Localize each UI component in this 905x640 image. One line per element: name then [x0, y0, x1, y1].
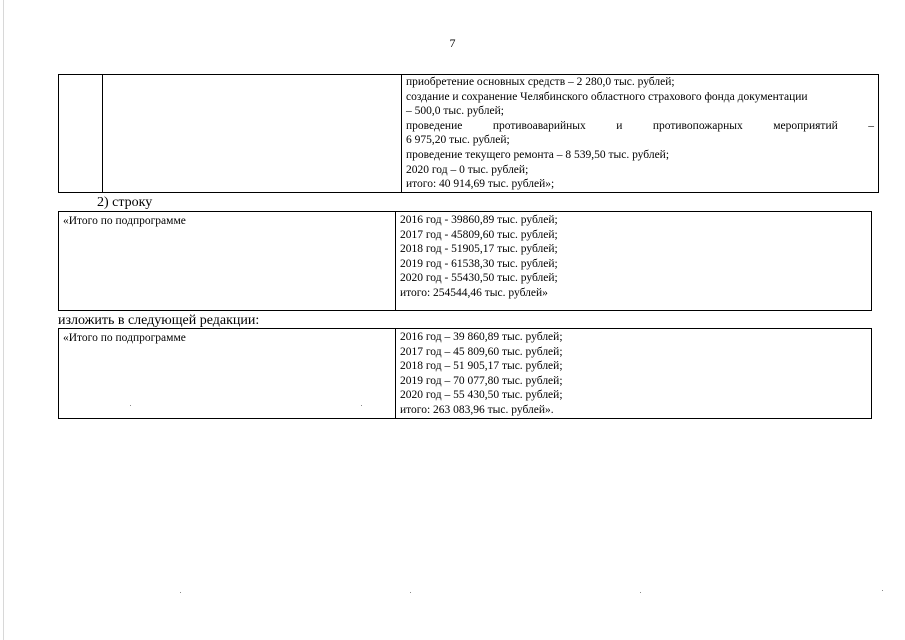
total-line: итого: 263 083,96 тыс. рублей». — [400, 403, 554, 416]
old-total-table — [58, 211, 872, 311]
scan-speck — [361, 405, 362, 406]
scan-edge-line — [3, 0, 4, 640]
year-line: 2019 год – 70 077,80 тыс. рублей; — [400, 374, 563, 387]
empty-cell-number — [59, 75, 103, 193]
funding-text-cell — [402, 75, 879, 193]
table-row — [59, 75, 879, 193]
text-line: – 500,0 тыс. рублей; — [406, 105, 504, 118]
empty-cell-name — [103, 75, 402, 193]
total-line: итого: 254544,46 тыс. рублей» — [400, 286, 548, 299]
scan-speck — [130, 405, 131, 406]
word: – — [868, 119, 874, 132]
table-row — [59, 212, 872, 311]
word: мероприятий — [773, 119, 838, 132]
scan-speck — [410, 592, 411, 593]
year-line: 2018 год – 51 905,17 тыс. рублей; — [400, 360, 563, 373]
year-line: 2019 год - 61538,30 тыс. рублей; — [400, 257, 558, 270]
text-line: 2020 год – 0 тыс. рублей; — [406, 163, 529, 176]
scan-speck — [180, 592, 181, 593]
year-line: 2020 год – 55 430,50 тыс. рублей; — [400, 389, 563, 402]
word: противоаварийных — [492, 119, 586, 132]
continuation-table — [58, 74, 879, 193]
word: и — [616, 119, 623, 132]
scan-speck — [882, 590, 883, 591]
text-line: создание и сохранение Челябинского областного страхового фонда документации — [406, 90, 808, 103]
word: противопожарных — [652, 119, 743, 132]
justified-text-line — [406, 119, 874, 134]
section-label-izlozhit: изложить в следующей редакции: — [58, 313, 260, 328]
table-row — [59, 329, 872, 419]
year-line: 2017 год - 45809,60 тыс. рублей; — [400, 228, 558, 241]
word: проведение — [406, 119, 463, 132]
year-line: 2016 год - 39860,89 тыс. рублей; — [400, 214, 558, 226]
total-values-cell — [396, 212, 872, 311]
section-label-stroku: 2) строку — [97, 195, 153, 210]
year-line: 2018 год - 51905,17 тыс. рублей; — [400, 243, 558, 256]
total-label-cell: «Итого по подпрограмме — [59, 329, 396, 419]
text-line: проведение текущего ремонта – 8 539,50 тыс. рублей; — [406, 148, 670, 161]
year-line: 2017 год – 45 809,60 тыс. рублей; — [400, 345, 563, 358]
year-line: 2020 год - 55430,50 тыс. рублей; — [400, 272, 558, 285]
new-total-table — [58, 328, 872, 419]
total-values-cell — [396, 329, 872, 419]
text-line: 6 975,20 тыс. рублей; — [406, 134, 510, 147]
total-label-cell: «Итого по подпрограмме — [59, 212, 396, 311]
scan-speck — [640, 592, 641, 593]
year-line: 2016 год – 39 860,89 тыс. рублей; — [400, 331, 563, 343]
text-line: итого: 40 914,69 тыс. рублей»; — [406, 178, 555, 191]
text-line: приобретение основных средств – 2 280,0 тыс. рублей; — [406, 76, 675, 88]
page-number: 7 — [449, 36, 456, 50]
